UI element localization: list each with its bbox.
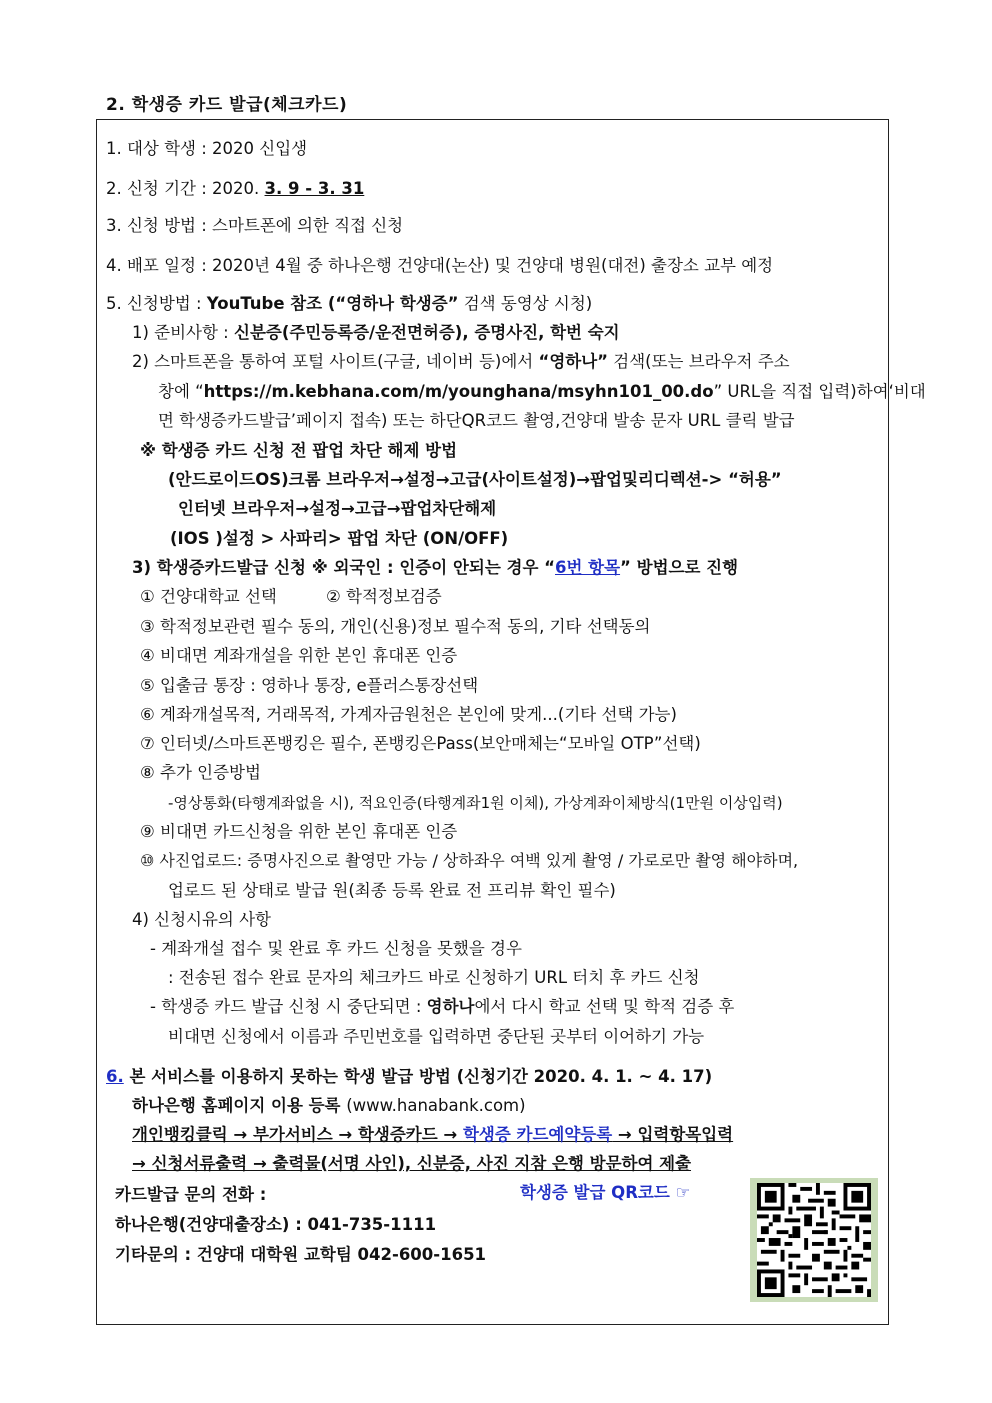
step2-line3: 면 학생증카드발급’페이지 접속) 또는 하단QR코드 촬영,건양대 발송 문자 URL 클릭 발급 [158, 411, 795, 430]
step3-s5: ⑤ 입출금 통장 : 영하나 통장, e플러스통장선택 [140, 676, 479, 695]
hanabank-url[interactable]: (www.hanabank.com) [346, 1096, 526, 1115]
section6-link[interactable]: 6번 항목 [555, 558, 621, 577]
qr-code[interactable] [750, 1178, 878, 1302]
step2-line1: 2) 스마트폰을 통하여 포털 사이트(구글, 네이버 등)에서 “영하나” 검색(또는 브라우저 주소 [132, 352, 790, 371]
prep-line: 1) 준비사항 : 신분증(주민등록증/운전면허증), 증명사진, 학번 숙지 [132, 323, 620, 342]
section6-path1: 개인뱅킹클릭 → 부가서비스 → 학생증카드 → 학생증 카드예약등록 → 입력항목입력 [132, 1125, 734, 1144]
item-target: 1. 대상 학생 : 2020 신입생 [106, 139, 308, 158]
item-how: 5. 신청방법 : YouTube 참조 (“영하나 학생증” 검색 동영상 시청) [106, 294, 593, 313]
step3-s10: ⑩ 사진업로드: 증명사진으로 촬영만 가능 / 상하좌우 여백 있게 촬영 / 가로로만 촬영 해야하며, [140, 851, 799, 870]
section6-path2: → 신청서류출력 → 출력물(서명 사인), 신분증, 사진 지참 은행 방문하여 제출 [132, 1154, 692, 1173]
popup-internet: 인터넷 브라우저→설정→고급→팝업차단해제 [178, 499, 497, 518]
period-dates: 3. 9 - 3. 31 [264, 179, 365, 198]
step4-note1: - 계좌개설 접수 및 완료 후 카드 신청을 못했을 경우 [150, 939, 522, 958]
step3-s10-cont: 업로드 된 상태로 발급 원(최종 등록 완료 전 프리뷰 확인 필수) [168, 881, 616, 900]
qr-code-icon [756, 1183, 872, 1297]
step3-s1: ① 건양대학교 선택 [140, 587, 277, 606]
step4-note2: - 학생증 카드 발급 신청 시 중단되면 : 영하나에서 다시 학교 선택 및 학적 검증 후 [150, 997, 735, 1016]
step3-title: 3) 학생증카드발급 신청 ※ 외국인 : 인증이 안되는 경우 “6번 항목” 방법으로 진행 [132, 558, 739, 577]
popup-title: ※ 학생증 카드 신청 전 팝업 차단 해제 방법 [140, 441, 458, 460]
popup-ios: (IOS )설정 > 사파리> 팝업 차단 (ON/OFF) [170, 529, 509, 548]
item-distribution: 4. 배포 일정 : 2020년 4월 중 하나은행 건양대(논산) 및 건양대 병원(대전) 출장소 교부 예정 [106, 256, 774, 275]
step3-s8: ⑧ 추가 인증방법 [140, 763, 261, 782]
kebhana-url[interactable]: https://m.kebhana.com/m/younghana/msyhn101_00.do [203, 382, 714, 401]
step3-s6: ⑥ 계좌개설목적, 거래목적, 가계자금원천은 본인에 맞게...(기타 선택 가능) [140, 705, 677, 724]
contact-other: 기타문의 : 건양대 대학원 교학팀 042-600-1651 [115, 1245, 487, 1264]
contact-title: 카드발급 문의 전화 : [115, 1185, 267, 1204]
contact-hana: 하나은행(건양대출장소) : 041-735-1111 [115, 1215, 437, 1234]
section-heading: 2. 학생증 카드 발급(체크카드) [106, 95, 348, 115]
section6-number: 6. [106, 1067, 124, 1086]
step4-note2-detail: 비대면 신청에서 이름과 주민번호를 입력하면 중단된 곳부터 이어하기 가능 [168, 1027, 705, 1046]
step4-title: 4) 신청시유의 사항 [132, 910, 271, 929]
qr-label: 학생증 발급 QR코드 ☞ [520, 1183, 691, 1202]
item-period: 2. 신청 기간 : 2020. 3. 9 - 3. 31 [106, 179, 365, 198]
popup-android: (안드로이드OS)크롬 브라우저→설정→고급(사이트설정)→팝업및리디렉션-> “허용” [168, 470, 782, 489]
step3-s7: ⑦ 인터넷/스마트폰뱅킹은 필수, 폰뱅킹은Pass(보안매체는“모바일 OTP”선택) [140, 734, 701, 753]
step3-s4: ④ 비대면 계좌개설을 위한 본인 휴대폰 인증 [140, 646, 458, 665]
step3-s9: ⑨ 비대면 카드신청을 위한 본인 휴대폰 인증 [140, 822, 458, 841]
section6-register: 하나은행 홈페이지 이용 등록 (www.hanabank.com) [132, 1096, 526, 1115]
step3-s3: ③ 학적정보관련 필수 동의, 개인(신용)정보 필수적 동의, 기타 선택동의 [140, 617, 651, 636]
section6-title: 6. 본 서비스를 이용하지 못하는 학생 발급 방법 (신청기간 2020. 4. 1. ~ 4. 17) [106, 1067, 713, 1086]
item-method: 3. 신청 방법 : 스마트폰에 의한 직접 신청 [106, 216, 404, 235]
step3-s8-detail: -영상통화(타행계좌없을 시), 적요인증(타행계좌1원 이체), 가상계좌이체방식(1만원 이상입력) [168, 794, 783, 812]
step4-note1-detail: : 전송된 접수 완료 문자의 체크카드 바로 신청하기 URL 터치 후 카드 신청 [168, 968, 700, 987]
step3-s2: ② 학적정보검증 [326, 587, 442, 606]
step2-line2: 창에 “https://m.kebhana.com/m/younghana/msyhn101_00.do” URL을 직접 입력)하여‘비대 [158, 382, 926, 401]
youtube-reference: YouTube 참조 (“영하나 학생증” [206, 294, 459, 313]
